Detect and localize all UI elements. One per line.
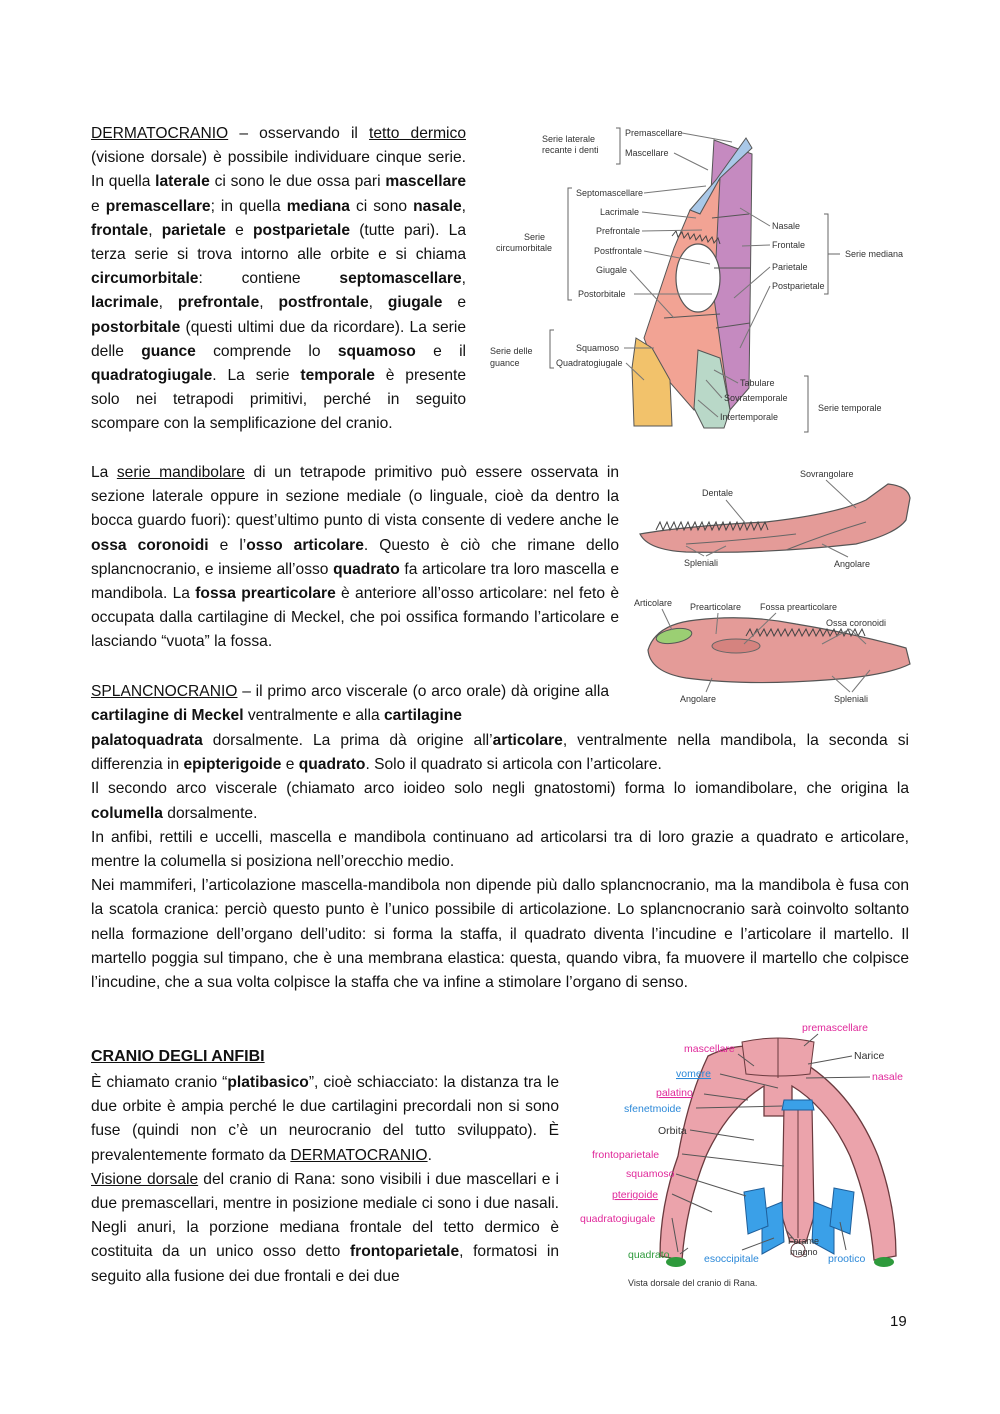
svg-text:mascellare: mascellare <box>684 1043 735 1055</box>
svg-text:prootico: prootico <box>828 1253 866 1265</box>
svg-text:Lacrimale: Lacrimale <box>600 207 640 217</box>
svg-text:Vista dorsale del cranio di Ra: Vista dorsale del cranio di Rana. <box>628 1278 758 1288</box>
svg-text:Postfrontale: Postfrontale <box>594 246 643 256</box>
svg-text:Dentale: Dentale <box>702 488 734 498</box>
svg-text:Tabulare: Tabulare <box>740 378 775 388</box>
svg-text:Ossa coronoidi: Ossa coronoidi <box>826 618 887 628</box>
label-serie-laterale: Serie laterale <box>542 134 596 144</box>
svg-text:Serie delle: Serie delle <box>490 346 533 356</box>
svg-text:quadrato: quadrato <box>628 1249 670 1261</box>
svg-text:Frontale: Frontale <box>772 240 806 250</box>
svg-text:Postorbitale: Postorbitale <box>578 289 626 299</box>
mandible-diagram <box>626 464 926 712</box>
svg-text:Prearticolare: Prearticolare <box>690 602 742 612</box>
tetto-dermico-term: tetto dermico <box>369 125 466 142</box>
section-heading-anfibi: CRANIO DEGLI ANFIBI <box>91 1048 265 1065</box>
svg-text:Narice: Narice <box>854 1050 885 1062</box>
serie-mandibolare-term: serie mandibolare <box>116 464 245 481</box>
svg-text:Angolare: Angolare <box>834 559 871 569</box>
splancnocranio-intro: SPLANCNOCRANIO – il primo arco viscerale (o arco orale) dà origine alla cartilagine di Meckel ventralmente e alla cartilagine <box>91 683 609 725</box>
serie-mandibolare-paragraph: La serie mandibolare di un tetrapode primitivo può essere osservata in sezione laterale oppure in sezione mediale (o linguale, cioè da dentro la bocca guardo fuori): quest’ultimo punto di vista consente di vedere anche le ossa coronoidi e l’osso articolare. Questo è ciò che rimane dello splancnocranio, e insieme all’osso quadrato fa articolare tra loro mascella e mandibola. La fossa prearticolare è anteriore all’osso articolare: nel feto è occupata dalla cartilagine di Meckel, che poi ossifica formando l’articolare e lasciando “vuota” la fossa. <box>91 464 620 651</box>
svg-text:sfenetmoide: sfenetmoide <box>624 1103 682 1115</box>
svg-text:vomere: vomere <box>676 1068 712 1080</box>
svg-text:Sovrangolare: Sovrangolare <box>800 469 854 479</box>
svg-text:Spleniali: Spleniali <box>834 694 869 704</box>
svg-text:Serie temporale: Serie temporale <box>818 403 882 413</box>
svg-text:frontoparietale: frontoparietale <box>592 1149 660 1161</box>
dermal-roof-diagram <box>484 118 914 448</box>
svg-text:Intertemporale: Intertemporale <box>720 412 779 422</box>
svg-text:quadratogiugale: quadratogiugale <box>580 1213 656 1225</box>
dermatocranio-paragraph: DERMATOCRANIO – osservando il tetto dermico (visione dorsale) è possibile individuare cinque serie. In quella laterale ci sono le due ossa pari mascellare e premascellare; in quella mediana ci sono nasale, frontale, parietale e postparietale (tutte pari). La terza serie si trova intorno alle orbite e si chiama circumorbitale: contiene septomascellare, lacrimale, prefrontale, postfrontale, giugale e postorbitale (questi ultimi due da ricordare). La serie delle guance comprende lo squamoso e il quadratogiugale. La serie temporale è presente solo nei tetrapodi primitivi, perché in seguito scompare con la semplificazione del cranio. <box>91 125 466 433</box>
anfibi-paragraph: È chiamato cranio “platibasico”, cioè schiacciato: la distanza tra le due orbite è ampia perché le due cartilagini precordali non si sono fuse (quindi non c’è un neurocranio del tutto sviluppato). È prevalentemente formato da DERMATOCRANIO. Visione dorsale del cranio di Rana: sono visibili i due mascellari e i due premascellari, mentre in posizione mediale ci sono i due nasali. Negli anuri, la porzione mediana frontale del tetto dermico è costituita da un unico osso detto frontoparietale, formatosi in seguito alla fusione dei due frontali e dei due <box>91 1074 559 1285</box>
dermatocranio-term: DERMATOCRANIO <box>91 125 229 142</box>
svg-text:recante i denti: recante i denti <box>542 145 599 155</box>
svg-text:Forame: Forame <box>788 1236 820 1246</box>
svg-text:Premascellare: Premascellare <box>625 128 683 138</box>
page-number: 19 <box>890 1313 907 1330</box>
svg-text:pterigoide: pterigoide <box>612 1189 659 1201</box>
svg-text:premascellare: premascellare <box>802 1022 868 1034</box>
svg-text:nasale: nasale <box>872 1071 903 1083</box>
rana-skull-diagram <box>578 1016 918 1298</box>
svg-text:Postparietale: Postparietale <box>772 281 825 291</box>
svg-text:Prefrontale: Prefrontale <box>596 226 641 236</box>
svg-text:Sovratemporale: Sovratemporale <box>724 393 788 403</box>
svg-text:esoccipitale: esoccipitale <box>704 1253 759 1265</box>
svg-text:circumorbitale: circumorbitale <box>496 243 553 253</box>
svg-text:squamoso: squamoso <box>626 1168 675 1180</box>
svg-text:Giugale: Giugale <box>596 265 628 275</box>
svg-text:palatino: palatino <box>656 1087 693 1099</box>
svg-text:Squamoso: Squamoso <box>576 343 620 353</box>
svg-text:magno: magno <box>790 1247 818 1257</box>
splancnocranio-paragraph: palatoquadrata dorsalmente. La prima dà origine all’articolare, ventralmente nella mandibola, la seconda si differenzia in epipterigoide e quadrato. Solo il quadrato si articola con l’articolare. Il secondo arco viscerale (chiamato arco ioideo solo negli gnatostomi) forma lo iomandibolare, che origina la columella dorsalmente. In anfibi, rettili e uccelli, mascella e mandibola continuano ad articolarsi tra di loro grazie a quadrato e articolare, mentre la columella si posiziona nell’orecchio medio. Nei mammiferi, l’articolazione mascella-mandibola non dipende più dallo splancnocranio, ma la mandibola è fusa con la scatola cranica: perciò questo punto è l’unico possibile di articolazione. Lo splancnocranio sarà coinvolto soltanto nella formazione dell’organo dell’udito: si forma la staffa, il quadrato diventa l’incudine e l’articolare il martello. Il martello poggia sul timpano, che è una membrana elastica: questa, quando vibra, fa muovere il martello che colpisce l’incudine, che a sua volta colpisce la staffa che va infine a stimolare l’organo di senso. <box>91 732 910 992</box>
svg-text:Quadratogiugale: Quadratogiugale <box>556 358 623 368</box>
svg-text:Serie: Serie <box>524 232 546 242</box>
svg-text:Parietale: Parietale <box>772 262 808 272</box>
svg-text:Fossa prearticolare: Fossa prearticolare <box>760 602 838 612</box>
svg-text:Septomascellare: Septomascellare <box>576 188 644 198</box>
svg-text:guance: guance <box>490 358 520 368</box>
svg-text:Articolare: Articolare <box>634 598 673 608</box>
svg-text:Angolare: Angolare <box>680 694 717 704</box>
svg-text:Orbita: Orbita <box>658 1125 687 1137</box>
svg-text:Nasale: Nasale <box>772 221 801 231</box>
svg-text:Spleniali: Spleniali <box>684 558 719 568</box>
splancnocranio-term: SPLANCNOCRANIO <box>91 683 238 700</box>
svg-text:Serie mediana: Serie mediana <box>845 249 904 259</box>
svg-text:Mascellare: Mascellare <box>625 148 669 158</box>
